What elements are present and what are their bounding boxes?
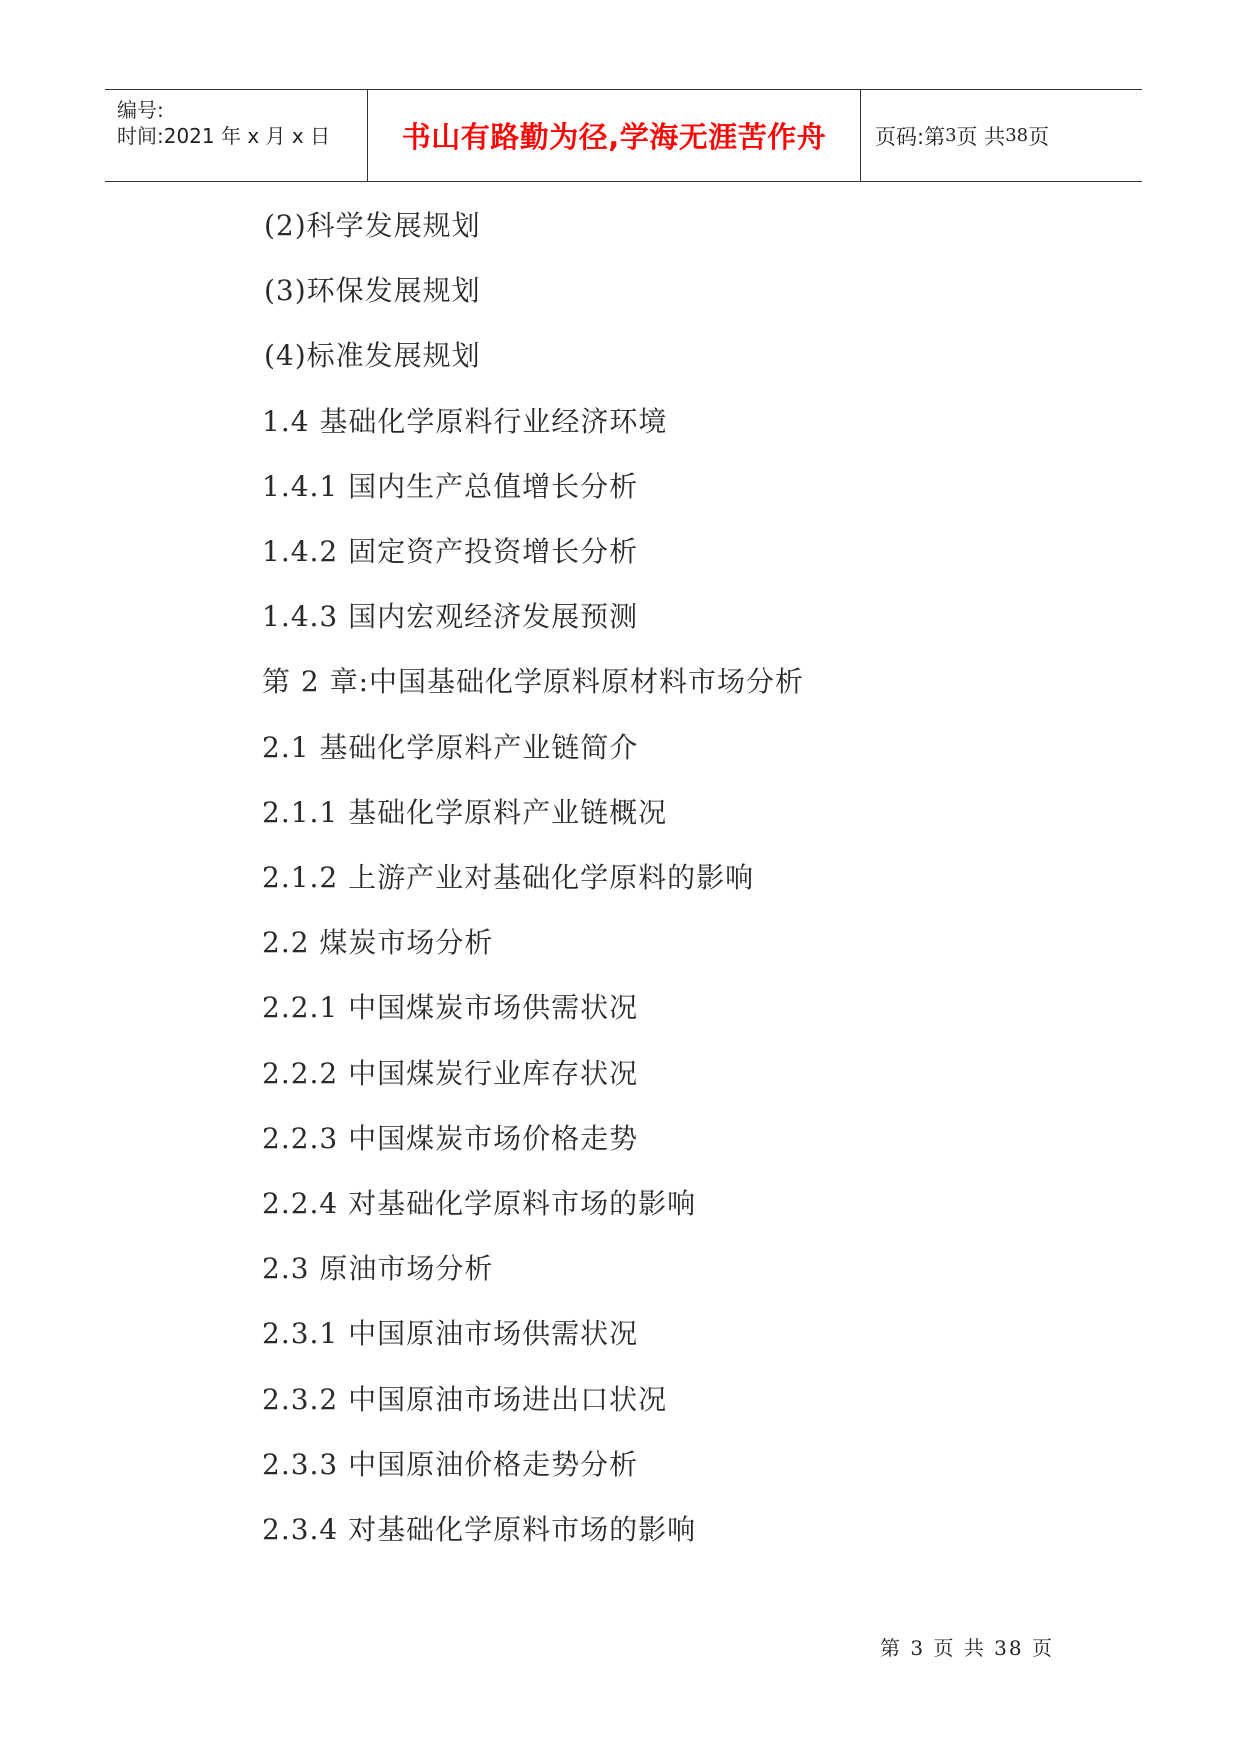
motto-text: 书山有路勤为径,学海无涯苦作舟 xyxy=(401,120,827,154)
toc-item: 2.2.3 中国煤炭市场价格走势 xyxy=(262,1122,639,1155)
toc-item: (2)科学发展规划 xyxy=(264,209,481,242)
toc-item: 2.2.4 对基础化学原料市场的影响 xyxy=(262,1187,697,1220)
page-current: 3 xyxy=(945,125,957,146)
page-total: 38 xyxy=(1005,125,1029,146)
header-motto-cell xyxy=(368,90,861,181)
toc-item: 2.3 原油市场分析 xyxy=(262,1252,494,1285)
toc-item: 第 2 章:中国基础化学原料原材料市场分析 xyxy=(262,665,805,698)
header-meta xyxy=(105,90,368,181)
toc-item: 2.2 煤炭市场分析 xyxy=(262,926,494,959)
document-time-label: 时间:2021 年 x 月 x 日 xyxy=(117,124,331,148)
toc-item: 2.1.1 基础化学原料产业链概况 xyxy=(262,796,668,829)
page-footer: 第 3 页 共 38 页 xyxy=(880,1636,1054,1660)
toc-item: 2.1.2 上游产业对基础化学原料的影响 xyxy=(262,861,755,894)
page-suffix: 页 xyxy=(1028,124,1050,149)
toc-item: (4)标准发展规划 xyxy=(264,339,481,372)
toc-item: (3)环保发展规划 xyxy=(264,274,481,307)
toc-item: 2.3.3 中国原油价格走势分析 xyxy=(262,1448,639,1481)
toc-item: 2.2.2 中国煤炭行业库存状况 xyxy=(262,1057,639,1090)
toc-item: 2.2.1 中国煤炭市场供需状况 xyxy=(262,991,639,1024)
toc-item: 2.3.1 中国原油市场供需状况 xyxy=(262,1317,639,1350)
toc-item: 1.4.1 国内生产总值增长分析 xyxy=(262,470,639,503)
toc-item: 1.4.2 固定资产投资增长分析 xyxy=(262,535,639,568)
toc-item: 1.4.3 国内宏观经济发展预测 xyxy=(262,600,639,633)
toc-item: 2.3.2 中国原油市场进出口状况 xyxy=(262,1383,668,1416)
document-header xyxy=(105,89,1142,182)
document-number-label: 编号: xyxy=(117,98,164,122)
page-prefix: 页码:第 xyxy=(875,124,946,149)
page-mid: 页 共 xyxy=(956,124,1006,149)
toc-item: 1.4 基础化学原料行业经济环境 xyxy=(262,405,668,438)
toc-item: 2.1 基础化学原料产业链简介 xyxy=(262,731,639,764)
header-page-number xyxy=(861,90,1142,181)
toc-item: 2.3.4 对基础化学原料市场的影响 xyxy=(262,1513,697,1546)
